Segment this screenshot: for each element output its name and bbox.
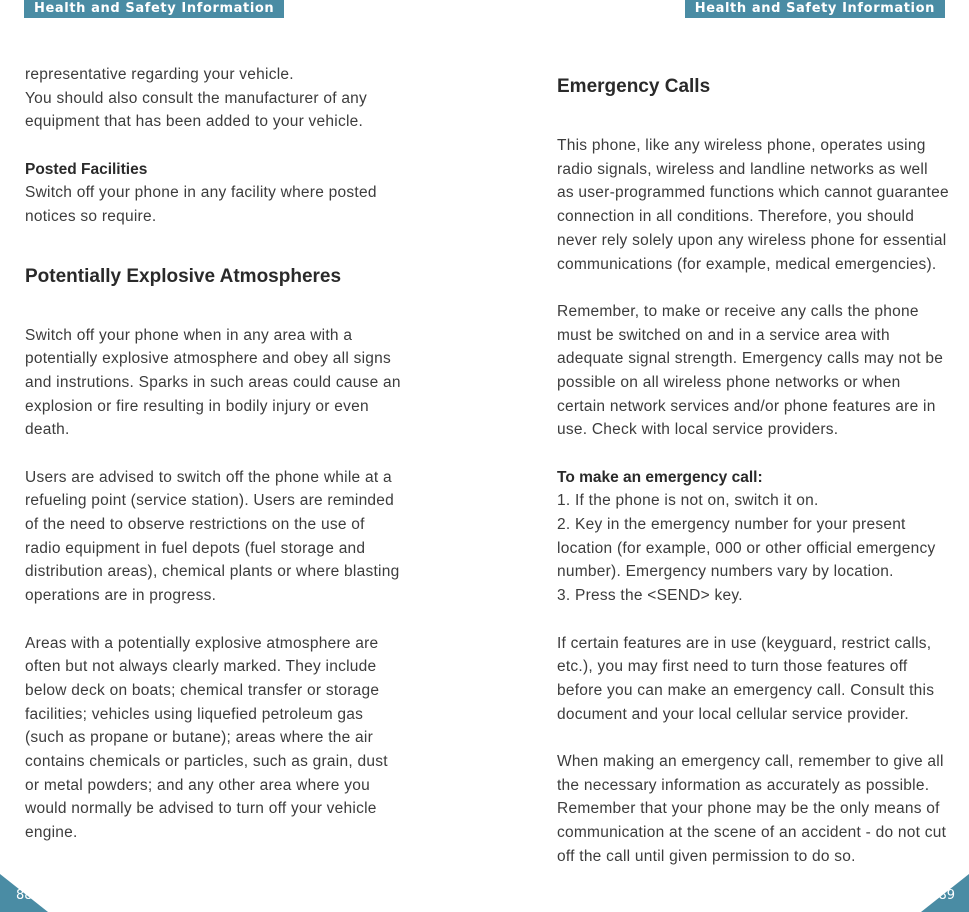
step-line: location (for example, 000 or other official emergency [557,539,936,557]
right-content [557,63,949,892]
text-line: must be switched on and in a service area with [557,326,890,344]
left-header-tab: Health and Safety Information [24,0,284,18]
page-number-right: 89 [938,888,955,903]
text-line: before you can make an emergency call. Consult this [557,681,935,699]
text-line: adequate signal strength. Emergency calls may not be [557,350,944,368]
text-line: the necessary information as accurately as possible. [557,776,930,794]
text-line: etc.), you may first need to turn those features off [557,658,908,676]
text-line: possible on all wireless phone networks or when [557,373,901,391]
right-header-tab: Health and Safety Information [685,0,945,18]
left-page [0,0,484,912]
text-line: communications (for example, medical emergencies). [557,255,937,273]
right-page [484,0,969,912]
text-line: contains chemicals or particles, such as grain, dust [25,752,388,770]
text-line: and instrutions. Sparks in such areas could cause an [25,373,401,391]
explosive-atmospheres-heading: Potentially Explosive Atmospheres [25,265,342,287]
text-line: Areas with a potentially explosive atmosphere are [25,634,379,652]
text-line: distribution areas), chemical plants or where blasting [25,563,400,581]
step-line: number). Emergency numbers vary by location. [557,563,894,581]
left-content [25,63,401,868]
text-line: Switch off your phone in any facility where posted [25,184,377,202]
text-line: as user-programmed functions which cannot guarantee [557,184,949,202]
text-line: document and your local cellular service provider. [557,705,909,723]
text-line: notices so require. [25,208,157,226]
emergency-paragraph-1 [557,134,949,276]
posted-facilities-heading: Posted Facilities [25,160,148,178]
text-line: Users are advised to switch off the phone while at a [25,468,392,486]
text-line: below deck on boats; chemical transfer or storage [25,681,380,699]
text-line: often but not always clearly marked. They include [25,658,377,676]
step-line: 2. Key in the emergency number for your present [557,516,906,534]
text-line: Switch off your phone when in any area with a [25,326,353,344]
step-line: 1. If the phone is not on, switch it on. [557,492,819,510]
emergency-paragraph-4 [557,750,949,868]
explosive-paragraph-1 [25,324,401,442]
text-line: engine. [25,824,78,842]
text-line: When making an emergency call, remember to give all [557,752,944,770]
text-line: This phone, like any wireless phone, operates using [557,137,926,155]
explosive-paragraph-3 [25,632,401,845]
emergency-paragraph-2 [557,300,949,442]
text-line: communication at the scene of an accident - do not cut [557,824,947,842]
vehicle-paragraph [25,63,401,134]
text-line: would normally be advised to turn off your vehicle [25,800,377,818]
text-line: or metal powders; and any other area where you [25,776,370,794]
text-line: radio equipment in fuel depots (fuel storage and [25,539,366,557]
text-line: Remember that your phone may be the only means of [557,800,940,818]
text-line: You should also consult the manufacturer of any [25,89,368,107]
text-line: equipment that has been added to your vehicle. [25,113,364,131]
text-line: off the call until given permission to do so. [557,847,856,865]
text-line: explosion or fire resulting in bodily injury or even [25,397,369,415]
text-line: facilities; vehicles using liquefied petroleum gas [25,705,364,723]
text-line: (such as propane or butane); areas where the air [25,729,374,747]
page-number-left: 88 [16,888,33,903]
emergency-steps-section [557,466,949,608]
text-line: never rely solely upon any wireless phone for essential [557,231,947,249]
explosive-paragraph-2 [25,466,401,608]
text-line: radio signals, wireless and landline networks as well [557,160,928,178]
text-line: If certain features are in use (keyguard, restrict calls, [557,634,932,652]
emergency-paragraph-3 [557,632,949,727]
step-line: 3. Press the <SEND> key. [557,587,743,605]
text-line: potentially explosive atmosphere and obey all signs [25,350,392,368]
emergency-steps-heading: To make an emergency call: [557,468,763,486]
text-line: death. [25,421,70,439]
text-line: use. Check with local service providers. [557,421,839,439]
text-line: Remember, to make or receive any calls the phone [557,302,919,320]
text-line: representative regarding your vehicle. [25,66,294,83]
emergency-calls-heading: Emergency Calls [557,76,711,97]
posted-facilities-section [25,158,401,229]
text-line: connection in all conditions. Therefore, you should [557,208,915,226]
text-line: certain network services and/or phone features are in [557,397,936,415]
text-line: refueling point (service station). Users are reminded [25,492,395,510]
text-line: operations are in progress. [25,587,217,605]
text-line: of the need to observe restrictions on the use of [25,516,365,534]
